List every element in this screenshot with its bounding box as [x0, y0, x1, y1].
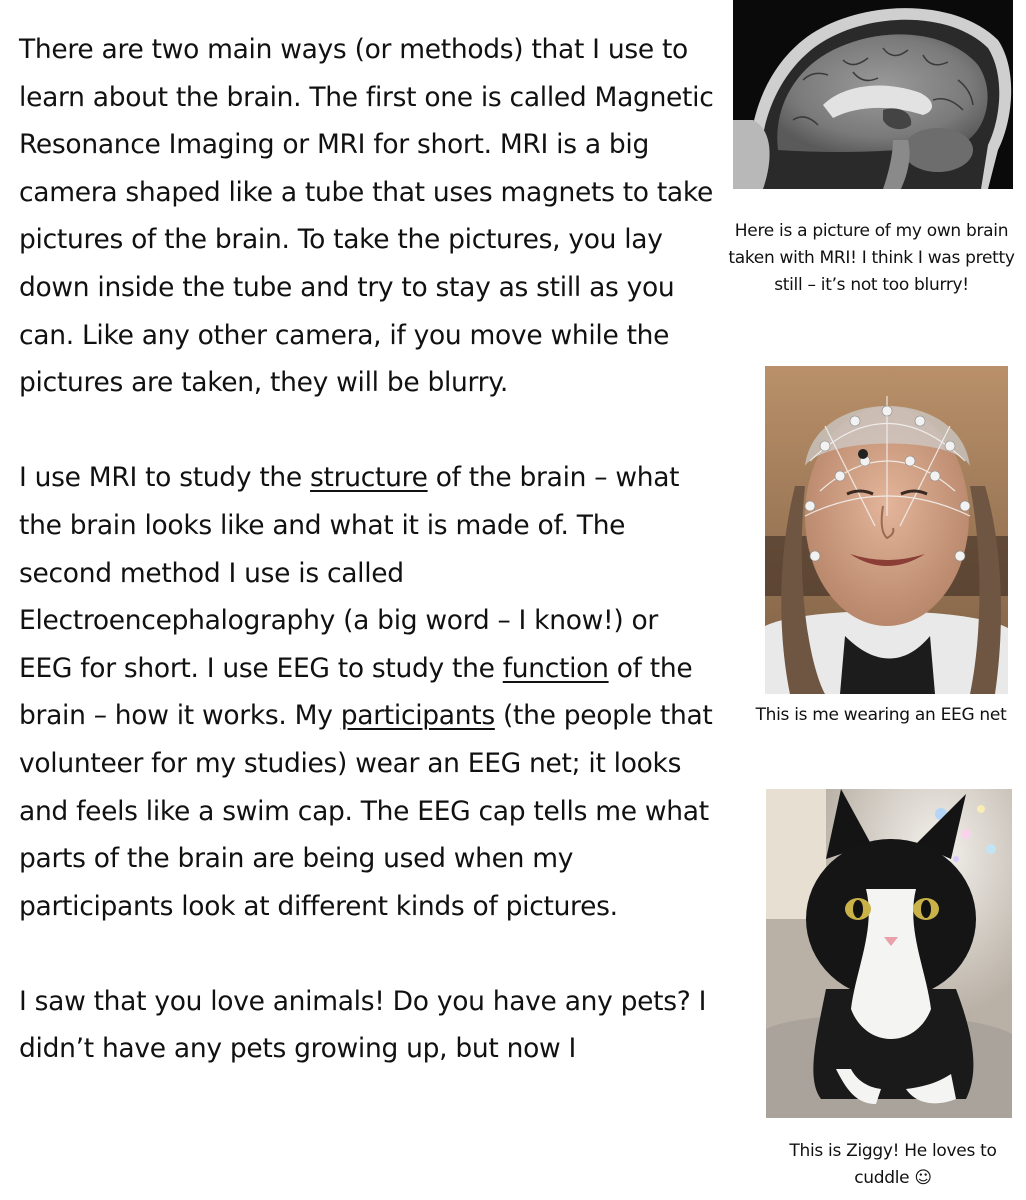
- paragraph-text: There are two main ways (or methods) that I use to learn about the brain. The first one is called Magnetic Resonance Imaging or MRI for short. MRI is a big camera shaped like a tube that uses magnets to take pictures of the brain. To take the pictures, you lay down inside the tube and try to stay as still as you can. Like any other camera, if you move while the pictures are taken, they will be blurry.: [19, 34, 714, 399]
- paragraph-methods: [19, 26, 719, 407]
- paragraph-pets: [19, 978, 719, 1073]
- eeg-selfie-image: [765, 366, 1008, 694]
- paragraph-gap: [19, 407, 719, 455]
- paragraph-gap: [19, 930, 719, 978]
- paragraph-text: of the brain – how it works. My: [19, 652, 693, 732]
- paragraph-text: (the people that volunteer for my studies) wear an EEG net; it looks and feels like a swim cap. The EEG cap tells me what parts of the brain are being used when my participants look at different kinds of pictures.: [19, 700, 713, 922]
- underlined-term-structure: structure: [310, 462, 428, 494]
- mri-brain-scan-image: [733, 0, 1013, 189]
- eeg-caption: This is me wearing an EEG net: [755, 705, 1007, 725]
- paragraph-text: I use MRI to study the: [19, 462, 311, 494]
- paragraph-mri-eeg: [19, 454, 719, 930]
- underlined-term-participants: participants: [340, 700, 495, 732]
- cat-photo-image: [766, 789, 1012, 1118]
- underlined-term-function: function: [502, 652, 609, 684]
- cat-caption: This is Ziggy! He loves to cuddle ☺: [789, 1141, 997, 1188]
- mri-caption: Here is a picture of my own brain taken with MRI! I think I was pretty still – it’s not too blurry!: [728, 221, 1015, 295]
- paragraph-text: I saw that you love animals! Do you have any pets? I didn’t have any pets growing up, but now I: [19, 985, 707, 1065]
- paragraph-text: of the brain – what the brain looks like and what it is made of. The second method I use is called Electroencephalography (a big word – I know!) or EEG for short. I use EEG to study the: [19, 462, 680, 684]
- article-body: [19, 26, 719, 1073]
